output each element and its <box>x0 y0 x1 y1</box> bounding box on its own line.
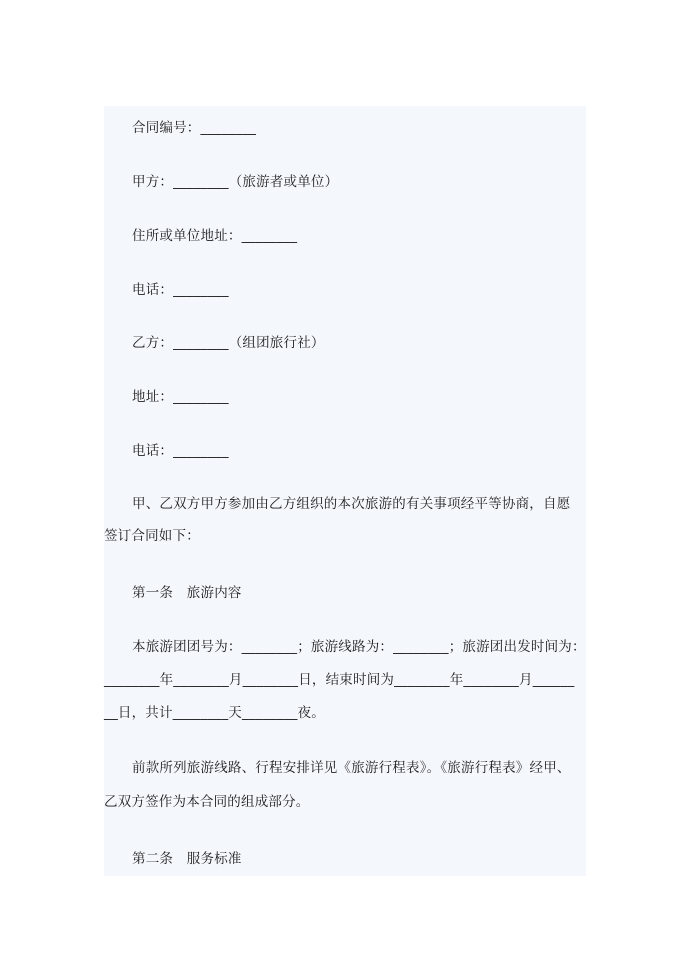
document-page <box>104 106 586 876</box>
party-b-phone-field: 电话：________ <box>132 443 229 459</box>
article-1-para-2-line-2: 乙双方签作为本合同的组成部分。 <box>104 794 310 810</box>
article-2-title: 第二条 服务标准 <box>132 851 242 867</box>
contract-number-field: 合同编号：________ <box>132 120 257 136</box>
article-1-para-1-line-3: __日，共计________天________夜。 <box>104 705 325 721</box>
party-b-address-field: 地址：________ <box>132 389 229 405</box>
party-a-phone-field: 电话：________ <box>132 282 229 298</box>
party-b-field: 乙方：________（组团旅行社） <box>132 335 325 351</box>
party-a-field: 甲方：________（旅游者或单位） <box>132 174 339 190</box>
article-1-para-1-line-1: 本旅游团团号为：________；旅游线路为：________；旅游团出发时间为： <box>132 639 586 655</box>
preamble-line-2: 签订合同如下： <box>104 528 200 544</box>
preamble-line-1: 甲、乙双方甲方参加由乙方组织的本次旅游的有关事项经平等协商，自愿 <box>132 496 571 512</box>
article-1-title: 第一条 旅游内容 <box>132 585 242 601</box>
article-1-para-2-line-1: 前款所列旅游线路、行程安排详见《旅游行程表》。《旅游行程表》经甲、 <box>132 760 571 776</box>
party-a-address-field: 住所或单位地址：________ <box>132 228 298 244</box>
article-1-para-1-line-2: ________年________月________日，结束时间为________年________月______ <box>104 672 575 688</box>
